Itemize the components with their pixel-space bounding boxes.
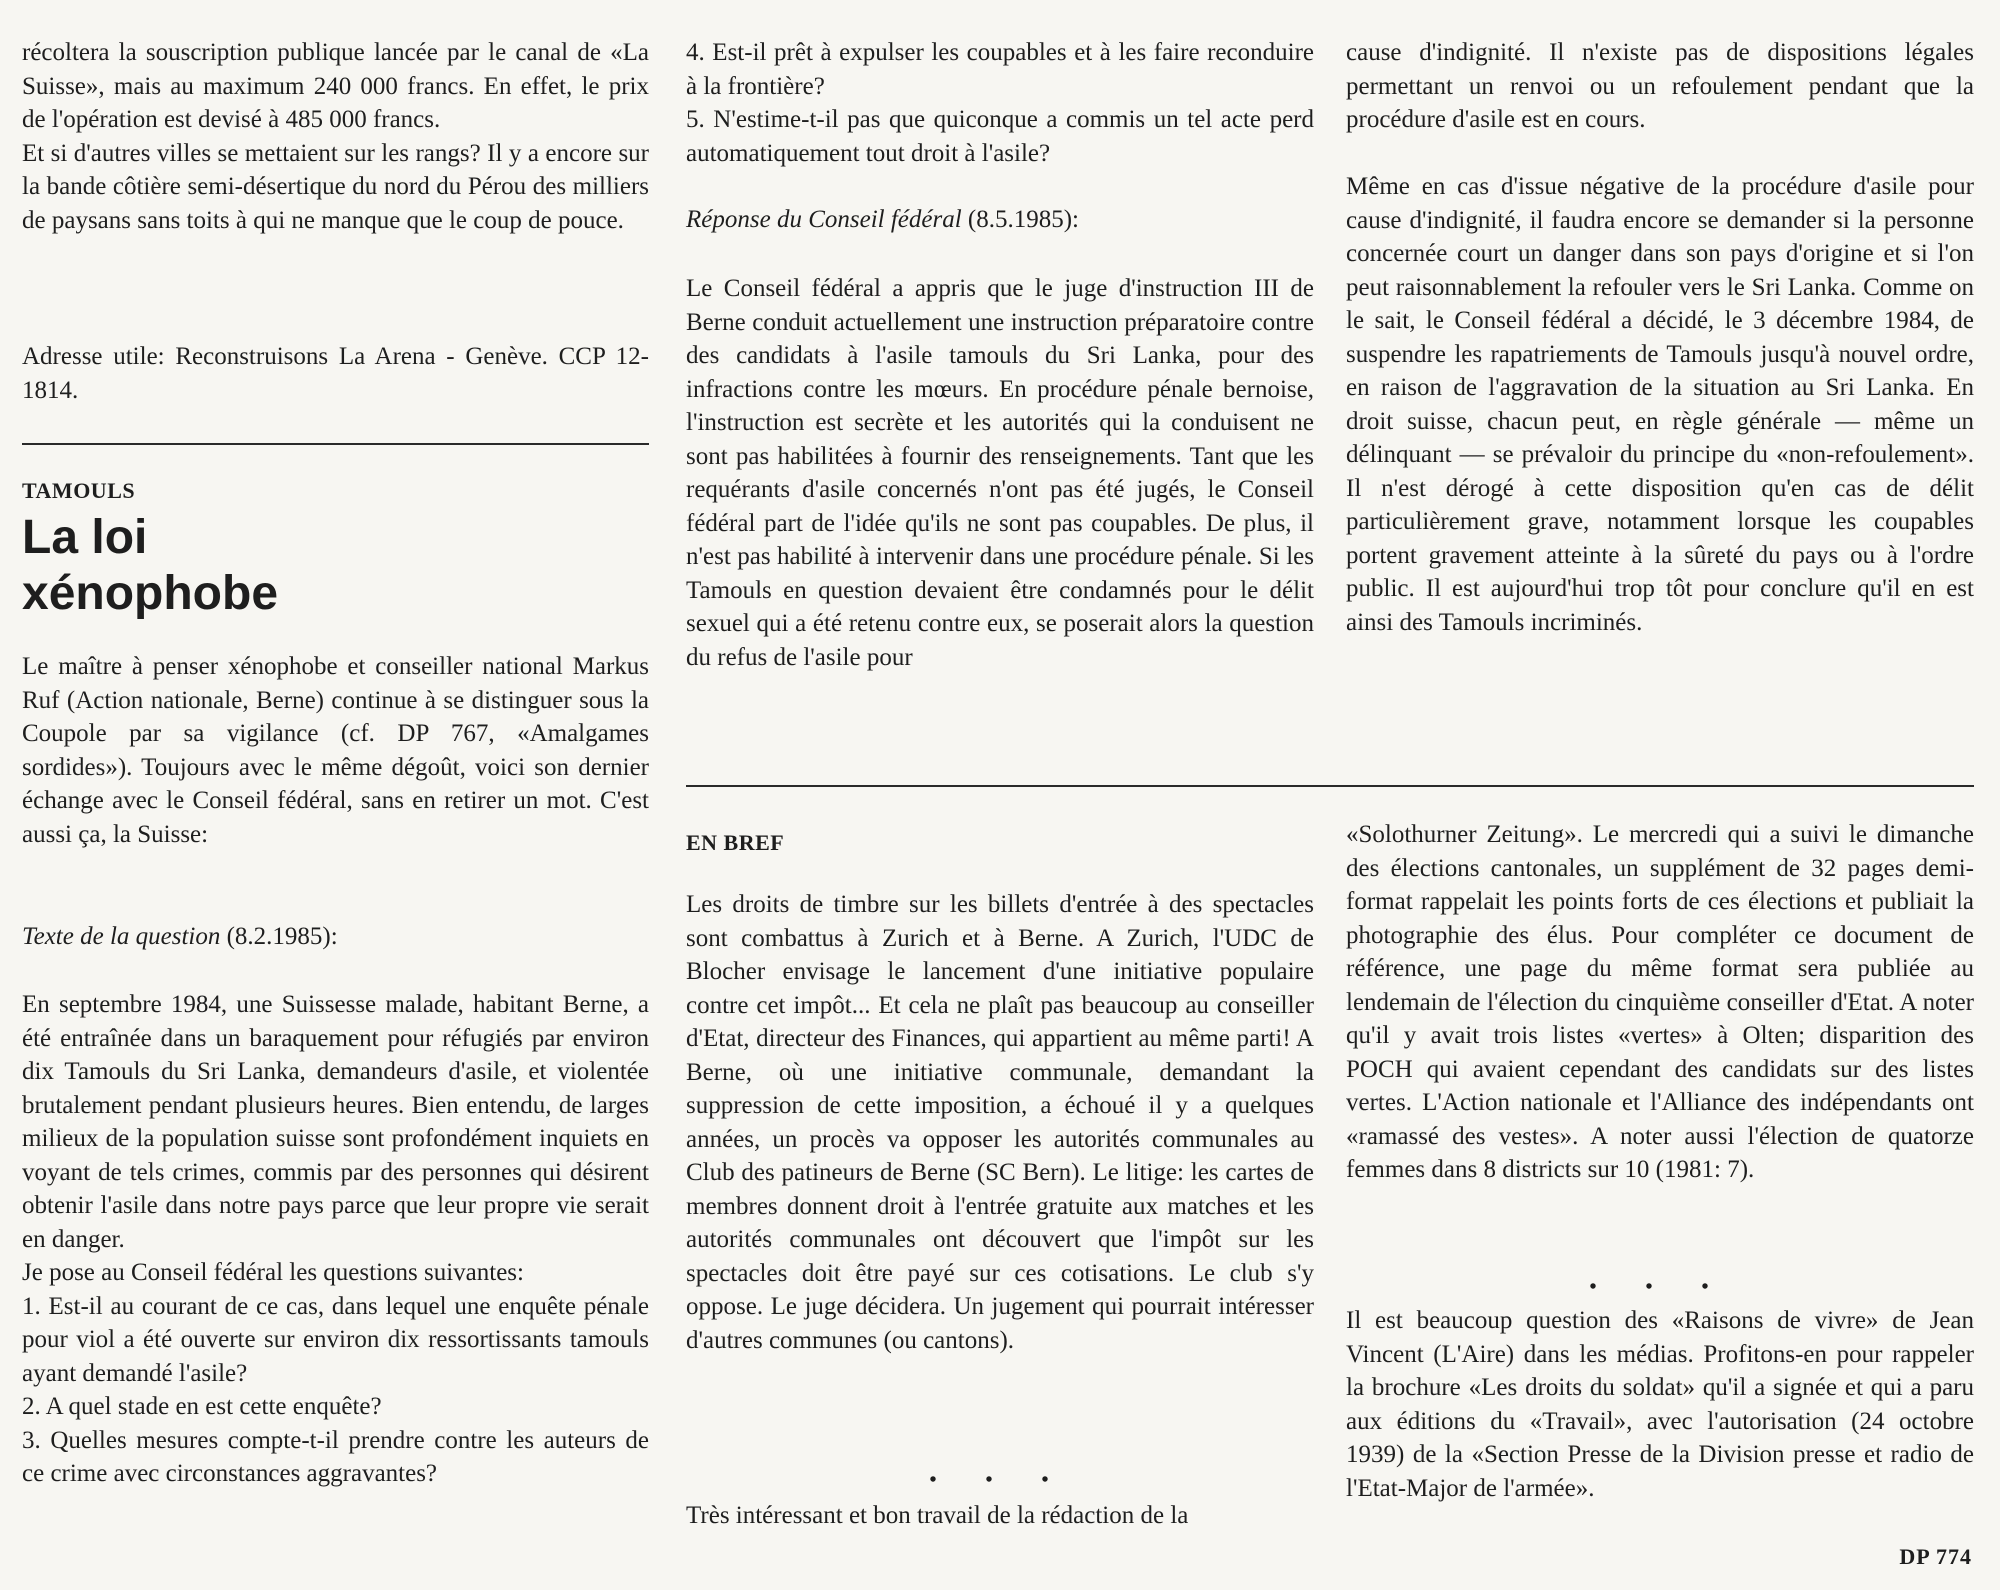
answer-label: Réponse du Conseil fédéral bbox=[686, 206, 962, 233]
answer-body: Le Conseil fédéral a appris que le juge d'instruction III de Berne conduit actuellement une instruction préparatoire contre des candidats à l'asile tamouls du Sri Lanka, pour des infractions contre les mœurs. En procédure pénale bernoise, l'instruction est secrète et les autorités qui la conduisent ne sont pas habilitées à fournir des renseignements. Tant que les requérants d'asile concernés n'ont pas été jugés, le Conseil fédéral part de l'idée qu'ils ne sont pas coupables. De plus, il n'est pas habilité à intervenir dans une procédure pénale. Si les Tamouls en question devaient être condamnés pour le délit sexuel qui a été retenu contre eux, se poserait alors la question du refus de l'asile pour bbox=[686, 275, 1314, 671]
tamouls-intro: Le maître à penser xénophobe et conseiller national Markus Ruf (Action nationale, Berne) continue à se distinguer sous la Coupole par sa vigilance (cf. DP 767, «Amalgames sordides»). Toujours avec le même dégoût, voici son dernier échange avec le Conseil fédéral, sans en retirer un mot. C'est aussi ça, la Suisse: bbox=[22, 653, 649, 848]
item-separator: • • • bbox=[929, 1469, 1071, 1491]
answer-heading bbox=[686, 203, 1314, 237]
en-bref-item-raisons-de-vivre: Il est beaucoup question des «Raisons de vivre» de Jean Vincent (L'Aire) dans les médias. Profitons-en pour rappeler la brochure «Les droits du soldat» qu'il a signée et qui a paru aux éditions du «Travail», avec l'autorisation (24 octobre 1939) de la «Section Presse de la Division presse et radio de l'Etat-Major de l'armée». bbox=[1346, 1307, 1974, 1502]
section-divider-left bbox=[22, 443, 649, 445]
article-headline: La loi xénophobe bbox=[22, 511, 279, 620]
section-label-en-bref: EN BREF bbox=[686, 830, 785, 855]
answer-final: Même en cas d'issue négative de la procédure d'asile pour cause d'indignité, il faudra encore se demander si la personne concernée court un danger dans son pays d'origine et si l'on peut raisonnablement la refouler vers le Sri Lanka. Comme on le sait, le Conseil fédéral a décidé, le 3 décembre 1984, de suspendre les rapatriements de Tamouls jusqu'à nouvel ordre, en raison de l'aggravation de la situation au Sri Lanka. En droit suisse, chacun peut, en règle générale — même un délinquant — se prévaloir du principe du «non-refoulement». Il n'est dérogé à cette disposition qu'en cas de délit particulièrement grave, notamment lorsque les coupables portent gravement atteinte à la sûreté du pays ou à l'ordre public. Il est aujourd'hui trop tôt pour conclure qu'il en est ainsi des Tamouls incriminés. bbox=[1346, 173, 1974, 636]
questions-continued: 4. Est-il prêt à expulser les coupables et à les faire reconduire à la frontière? 5. N'estime-t-il pas que quiconque a commis un tel acte perd automatiquement tout droit à l'asile? bbox=[686, 39, 1314, 167]
question-body: En septembre 1984, une Suissesse malade, habitant Berne, a été entraînée dans un baraquement pour réfugiés par environ dix Tamouls du Sri Lanka, demandeurs d'asile, et violentée brutalement pendant plusieurs heures. Bien entendu, de larges milieux de la population suisse sont profondément inquiets en voyant de tels crimes, commis par des personnes qui désirent obtenir l'asile dans notre pays parce que leur propre vie serait en danger. Je pose au Conseil fédéral les questions suivantes: 1. Est-il au courant de ce cas, dans lequel une enquête pénale pour viol a été ouverte sur environ dix ressortissants tamouls ayant demandé l'asile? 2. A quel stade en est cette enquête? 3. Quelles mesures compte-t-il prendre contre les auteurs de ce crime avec circonstances aggravantes? bbox=[22, 991, 649, 1487]
section-divider-right bbox=[686, 785, 1974, 787]
question-date: (8.2.1985): bbox=[220, 923, 338, 950]
useful-address: Adresse utile: Reconstruisons La Arena - Genève. CCP 12-1814. bbox=[22, 343, 649, 404]
en-bref-item-solothurner-cont: «Solothurner Zeitung». Le mercredi qui a suivi le dimanche des élections cantonales, un supplément de 32 pages demi-format rappelait les points forts de ces élections et publiait la photographie des élus. Pour compléter ce document de référence, une page du même format sera publiée au lendemain de l'élection du cinquième conseiller d'Etat. A noter qu'il y avait trois listes «vertes» à Olten; disparition des POCH qui avaient cependant des candidats sur des listes vertes. L'Action nationale et l'Alliance des indépendants ont «ramassé des vestes». A noter aussi l'élection de quatorze femmes dans 8 districts sur 10 (1981: 7). bbox=[1346, 821, 1974, 1183]
section-label-tamouls: TAMOULS bbox=[22, 478, 136, 503]
answer-date: (8.5.1985): bbox=[961, 206, 1080, 233]
question-heading bbox=[22, 920, 649, 954]
item-separator: • • • bbox=[1589, 1276, 1731, 1298]
question-label: Texte de la question bbox=[22, 923, 221, 950]
en-bref-item-solothurner-start: Très intéressant et bon travail de la rédaction de la bbox=[686, 1502, 1189, 1529]
la-arena-continuation: récoltera la souscription publique lancée par le canal de «La Suisse», mais au maximum 240 000 francs. En effet, le prix de l'opération est devisé à 485 000 francs. Et si d'autres villes se mettaient sur les rangs? Il y a encore sur la bande côtière semi-désertique du nord du Pérou des milliers de paysans sans toits à qui ne manque que le coup de pouce. bbox=[22, 39, 649, 234]
issue-number: DP 774 bbox=[1899, 1544, 1972, 1569]
answer-continued: cause d'indignité. Il n'existe pas de dispositions légales permettant un renvoi ou un refoulement pendant que la procédure d'asile est en cours. bbox=[1346, 39, 1974, 133]
en-bref-item-stamp-duties: Les droits de timbre sur les billets d'entrée à des spectacles sont combattus à Zurich et à Berne. A Zurich, l'UDC de Blocher envisage le lancement d'une initiative populaire contre cet impôt... Et cela ne plaît pas beaucoup au conseiller d'Etat, directeur des Finances, qui appartient au même parti! A Berne, où une initiative communale, demandant la suppression de cette imposition, a échoué il y a quelques années, un procès va opposer les autorités communales au Club des patineurs de Berne (SC Bern). Le litige: les cartes de membres donnent droit à l'entrée gratuite aux matches et les autorités communales ont découvert que l'impôt sur les spectacles doit être payé sur ces cotisations. Le club s'y oppose. Le juge décidera. Un jugement qui pourrait intéresser d'autres communes (ou cantons). bbox=[686, 891, 1314, 1354]
